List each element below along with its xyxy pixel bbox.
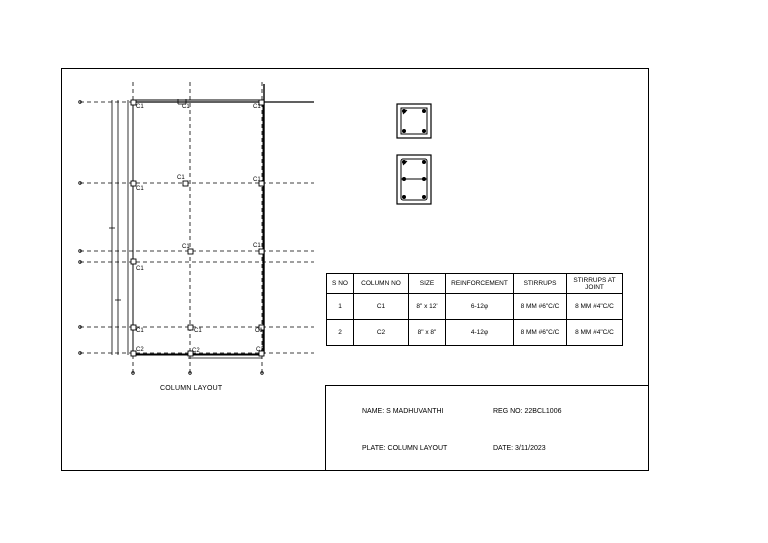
wall-outline [133, 100, 263, 354]
column-section-c1-detail [397, 155, 431, 204]
column-tag: C1 [253, 177, 261, 183]
student-name: NAME: S MADHUVANTHI [362, 408, 444, 415]
column-section-c2-detail [397, 104, 431, 138]
column-tag: C1 [182, 104, 190, 110]
header-column-no: COLUMN NO [354, 274, 409, 294]
column-tag: C1 [177, 175, 185, 181]
layout-title: COLUMN LAYOUT [160, 385, 223, 392]
column-tag: C2 [136, 347, 144, 353]
header-reinforcement: REINFORCEMENT [446, 274, 514, 294]
column-tag: C2 [192, 348, 200, 354]
header-s-no: S NO [327, 274, 354, 294]
reg-no: REG NO: 22BCL1006 [493, 408, 562, 415]
column-marker [259, 249, 264, 254]
cell-reinforcement: 6-12φ [446, 294, 514, 320]
table-row [327, 294, 623, 320]
column-tag: C1 [253, 104, 261, 110]
header-stirrups: STIRRUPS [514, 274, 567, 294]
cell-stirrups-at-joint: 8 MM #4"C/C [567, 294, 623, 320]
cell-stirrups: 8 MM #6"C/C [514, 320, 567, 346]
column-marker [183, 181, 188, 186]
title-block [325, 385, 649, 471]
column-marker [188, 325, 193, 330]
column-tag: C1 [136, 266, 144, 272]
cell-column-no: C1 [354, 294, 409, 320]
cell-reinforcement: 4-12φ [446, 320, 514, 346]
cell-size: 8" x 12' [409, 294, 446, 320]
column-tag: C1 [255, 328, 263, 334]
column-marker [131, 259, 136, 264]
cell-stirrups: 8 MM #6"C/C [514, 294, 567, 320]
column-tag: C1 [136, 104, 144, 110]
plate-title: PLATE: COLUMN LAYOUT [362, 445, 448, 452]
cell-column-no: C2 [354, 320, 409, 346]
cell-s-no: 1 [327, 294, 354, 320]
cell-s-no: 2 [327, 320, 354, 346]
header-stirrups-at-joint: STIRRUPS AT JOINT [567, 274, 623, 294]
cell-stirrups-at-joint: 8 MM #4"C/C [567, 320, 623, 346]
drawing-date: DATE: 3/11/2023 [493, 445, 546, 452]
header-size: SIZE [409, 274, 446, 294]
column-tag: C1 [182, 244, 190, 250]
column-tag: C1 [136, 328, 144, 334]
cell-size: 8" x 8" [409, 320, 446, 346]
column-tag: C1 [194, 328, 202, 334]
table-row [327, 320, 623, 346]
column-tag: C2 [256, 347, 264, 353]
column-schedule-table [326, 273, 623, 346]
column-tag: C1 [253, 243, 261, 249]
column-tag: C1 [136, 186, 144, 192]
table-header-row [327, 274, 623, 294]
